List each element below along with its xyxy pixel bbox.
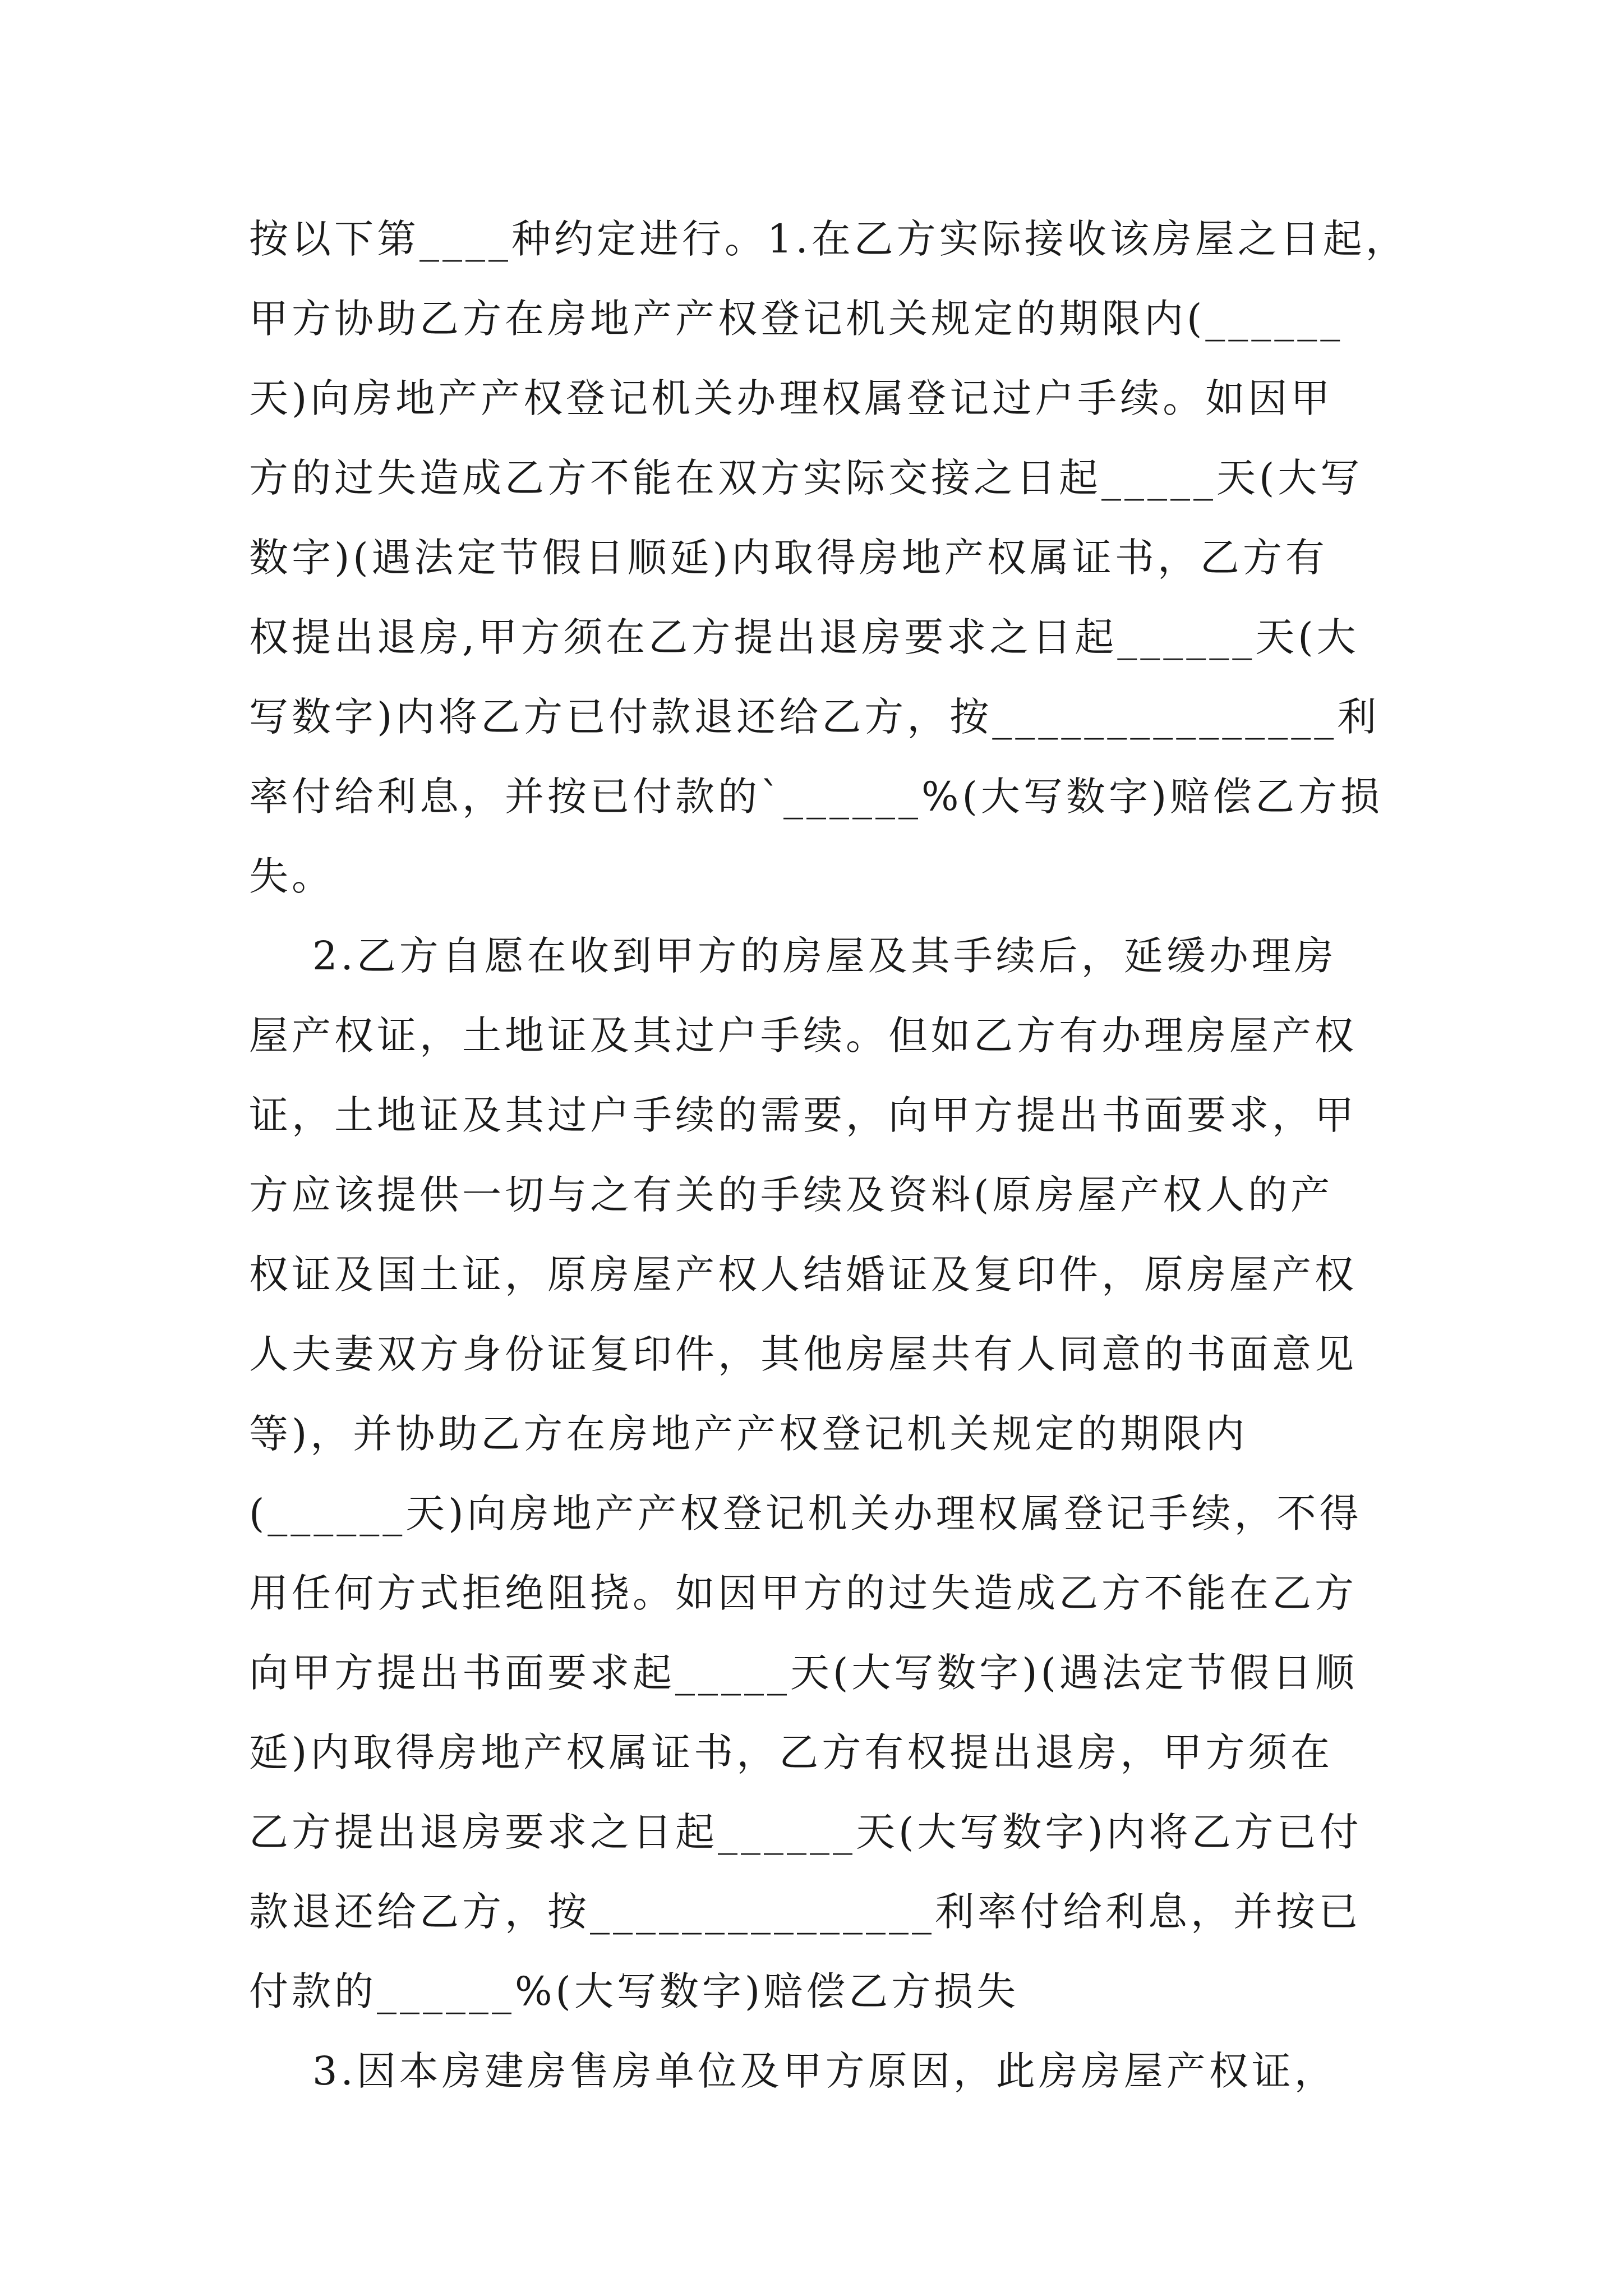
text-line: 权提出退房,甲方须在乙方提出退房要求之日起______天(大: [249, 614, 1359, 660]
text-line: 权证及国土证，原房屋产权人结婚证及复印件，原房屋产权: [249, 1251, 1357, 1297]
text-line: 证，土地证及其过户手续的需要，向甲方提出书面要求，甲: [249, 1092, 1357, 1138]
text-line: 按以下第____种约定进行。1.在乙方实际接收该房屋之日起，: [249, 216, 1408, 262]
text-line: (______天)向房地产产权登记机关办理权属登记手续，不得: [249, 1490, 1362, 1536]
text-line: 用任何方式拒绝阻挠。如因甲方的过失造成乙方不能在乙方: [249, 1570, 1357, 1616]
text-line: 方应该提供一切与之有关的手续及资料(原房屋产权人的产: [249, 1172, 1334, 1218]
text-line: 失。: [249, 853, 334, 899]
text-line: 人夫妻双方身份证复印件，其他房屋共有人同意的书面意见: [249, 1331, 1357, 1377]
text-line: 2.乙方自愿在收到甲方的房屋及其手续后，延缓办理房: [249, 933, 1337, 979]
text-line: 率付给利息，并按已付款的`______%(大写数字)赔偿乙方损: [249, 774, 1384, 820]
text-line: 乙方提出退房要求之日起______天(大写数字)内将乙方已付: [249, 1809, 1362, 1855]
text-line: 3.因本房建房售房单位及甲方原因，此房房屋产权证，: [249, 2048, 1337, 2094]
text-line: 甲方协助乙方在房地产产权登记机关规定的期限内(______: [249, 296, 1344, 342]
text-line: 天)向房地产产权登记机关办理权属登记过户手续。如因甲: [249, 375, 1334, 421]
contract-text: [249, 199, 1408, 2111]
text-line: 屋产权证，土地证及其过户手续。但如乙方有办理房屋产权: [249, 1013, 1357, 1059]
text-line: 方的过失造成乙方不能在双方实际交接之日起_____天(大写: [249, 455, 1363, 501]
text-line: 数字)(遇法定节假日顺延)内取得房地产权属证书，乙方有: [249, 535, 1328, 581]
text-line: 款退还给乙方，按_______________利率付给利息，并按已: [249, 1889, 1361, 1935]
text-line: 付款的______%(大写数字)赔偿乙方损失: [249, 1968, 1020, 2014]
text-line: 延)内取得房地产权属证书，乙方有权提出退房，甲方须在: [249, 1729, 1334, 1775]
text-line: 向甲方提出书面要求起_____天(大写数字)(遇法定节假日顺: [249, 1650, 1358, 1696]
text-line: 写数字)内将乙方已付款退还给乙方，按_______________利: [249, 694, 1380, 740]
text-line: 等)，并协助乙方在房地产产权登记机关规定的期限内: [249, 1411, 1248, 1457]
